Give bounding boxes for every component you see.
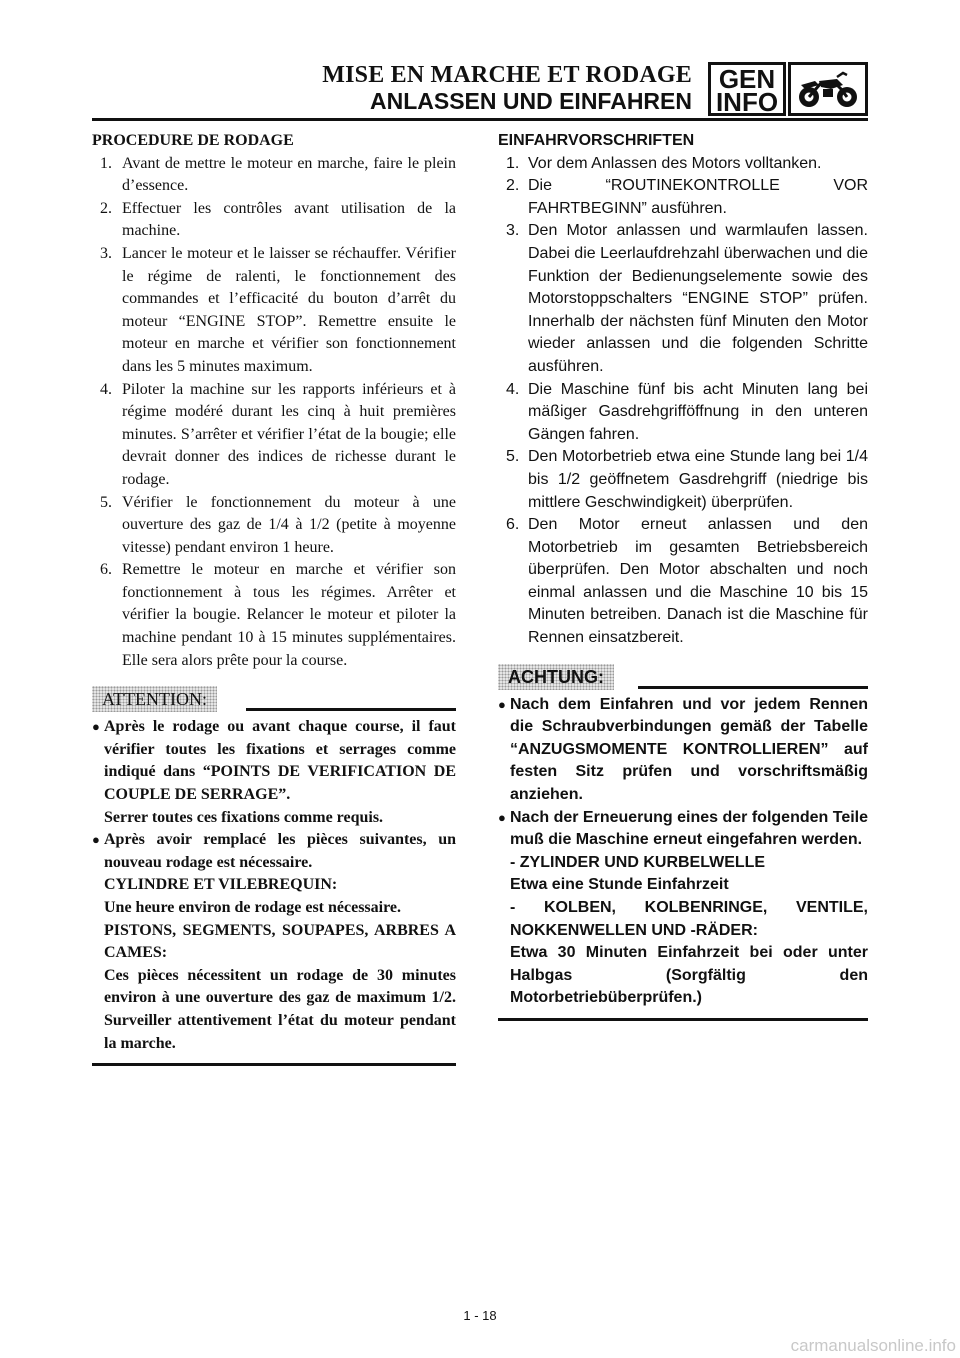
steps-list-de bbox=[498, 153, 868, 650]
step-number: 1. bbox=[506, 154, 520, 172]
warning-rule bbox=[246, 708, 456, 711]
header-title-fr: MISE EN MARCHE ET RODAGE bbox=[322, 62, 692, 88]
step-number: 4. bbox=[506, 380, 520, 398]
bullet-line: - KOLBEN, KOLBENRINGE, VENTILE, NOKKENWELLEN UND -RÄDER: bbox=[510, 899, 868, 939]
german-column bbox=[498, 130, 868, 1021]
watermark-link[interactable]: carmanualsonline.info bbox=[790, 1336, 956, 1355]
list-item bbox=[92, 716, 456, 829]
list-item bbox=[92, 243, 456, 379]
step-text: Vor dem Anlassen des Motors volltanken. bbox=[528, 154, 822, 172]
list-item bbox=[498, 153, 868, 176]
header-rule bbox=[92, 118, 868, 121]
step-number: 6. bbox=[506, 516, 520, 534]
step-text: Lancer le moteur et le laisser se réchauffer. Vérifier le régime de ralenti, le fonctionnement des commandes et l’efficacité du bouton d’arrêt du moteur “ENGINE STOP”. Remettre ensuite le moteur en marche et vérifier son fonctionnement dans les 5 minutes maximum. bbox=[122, 244, 456, 375]
list-item bbox=[92, 198, 456, 243]
section-badge-line1: GEN bbox=[718, 64, 776, 94]
warning-header-de bbox=[498, 664, 868, 690]
bullet-line: Etwa 30 Minuten Einfahrzeit bei oder unter Halbgas (Sorgfältig den Motorbetriebüberprüfen.) bbox=[510, 944, 868, 1007]
motorcycle-icon bbox=[791, 65, 865, 113]
header-title-de: ANLASSEN UND EINFAHREN bbox=[369, 88, 692, 114]
step-text: Vérifier le fonctionnement du moteur à une ouverture des gaz de 1/4 à 1/2 (petite à moyenne vitesse) pendant environ 1 heure. bbox=[122, 493, 456, 556]
warning-list-fr bbox=[92, 716, 456, 1055]
warning-header-fr bbox=[92, 686, 456, 712]
list-item bbox=[92, 379, 456, 492]
list-item bbox=[498, 379, 868, 447]
bullet-line: CYLINDRE ET VILEBREQUIN: bbox=[104, 876, 338, 894]
section-badge bbox=[708, 62, 786, 116]
list-item bbox=[498, 175, 868, 220]
section-title-de: EINFAHRVORSCHRIFTEN bbox=[498, 132, 695, 149]
motorcycle-badge bbox=[788, 62, 868, 116]
section-end-rule bbox=[498, 1018, 868, 1021]
page-number: 1 - 18 bbox=[463, 1308, 497, 1323]
list-item bbox=[92, 153, 456, 198]
section-end-rule bbox=[92, 1063, 456, 1066]
warning-label-de: ACHTUNG: bbox=[498, 664, 614, 690]
french-column bbox=[92, 130, 456, 1066]
step-text: Die Maschine fünf bis acht Minuten lang bei mäßiger Gasdrehgrifföffnung in den unteren Gängen fahren. bbox=[528, 380, 868, 443]
header-titles bbox=[322, 62, 692, 114]
warning-rule bbox=[638, 686, 868, 689]
step-text: Effectuer les contrôles avant utilisation de la machine. bbox=[122, 199, 456, 240]
section-title-fr: PROCEDURE DE RODAGE bbox=[92, 132, 294, 149]
step-text: Den Motor anlassen und warmlaufen lassen. Dabei die Leerlaufdrehzahl überwachen und die Funktion der Bedienungselemente sowie des Motorstoppschalters “ENGINE STOP” prüfen. Innerhalb der nächsten fünf Minuten den Motor wieder anlassen und die folgenden Schritte ausführen. bbox=[528, 222, 868, 375]
bullet-icon: ● bbox=[92, 832, 100, 848]
step-text: Piloter la machine sur les rapports inférieurs et à régime modéré durant les cinq à huit premières minutes. S’arrêter et vérifier l’état de la bougie; elle devrait donner des indices de richesse durant le rodage. bbox=[122, 380, 456, 488]
bullet-icon: ● bbox=[498, 809, 506, 825]
bullet-line: - ZYLINDER UND KURBELWELLE bbox=[510, 853, 766, 871]
bullet-line: Nach der Erneuerung eines der folgenden Teile muß die Maschine erneut eingefahren werden. bbox=[510, 808, 869, 849]
steps-list-fr bbox=[92, 153, 456, 673]
bullet-line: Après le rodage ou avant chaque course, il faut vérifier toutes les fixations et serrages comme indiqué dans “POINTS DE VERIFICATION DE COUPLE DE SERRAGE”. bbox=[104, 718, 456, 804]
list-item bbox=[92, 559, 456, 672]
step-text: Die “ROUTINEKONTROLLE VOR FAHRTBEGINN” ausführen. bbox=[528, 177, 868, 217]
step-number: 3. bbox=[100, 244, 112, 262]
bullet-line: Après avoir remplacé les pièces suivantes, un nouveau rodage est nécessaire. bbox=[104, 831, 456, 871]
step-text: Den Motorbetrieb etwa eine Stunde lang bei 1/4 bis 1/2 geöffnetem Gasdrehgriff (niedrige bis mittlere Geschwindigkeit) überprüfen. bbox=[528, 448, 868, 511]
step-number: 5. bbox=[100, 493, 112, 511]
section-badge-line2: INFO bbox=[715, 87, 779, 117]
step-number: 5. bbox=[506, 448, 520, 466]
step-text: Avant de mettre le moteur en marche, faire le plein d’essence. bbox=[122, 154, 456, 195]
bullet-line: Serrer toutes ces fixations comme requis. bbox=[104, 808, 384, 826]
step-text: Remettre le moteur en marche et vérifier son fonctionnement à tous les régimes. Arrêter et vérifier la bougie. Relancer le moteur et piloter la machine pendant 10 à 15 minutes supplémentaires. Elle sera alors prête pour la course. bbox=[122, 561, 456, 669]
warning-label-fr: ATTENTION: bbox=[92, 686, 217, 712]
step-number: 1. bbox=[100, 154, 112, 172]
step-number: 2. bbox=[100, 199, 112, 217]
list-item bbox=[498, 694, 868, 807]
bullet-line: Nach dem Einfahren und vor jedem Rennen die Schraubverbindungen gemäß der Tabelle “ANZUGSMOMENTE KONTROLLIEREN” auf festen Sitz prüfen und vorschriftsmäßig anziehen. bbox=[510, 695, 868, 804]
bullet-icon: ● bbox=[498, 696, 506, 712]
list-item bbox=[92, 492, 456, 560]
list-item bbox=[498, 807, 868, 1010]
list-item bbox=[498, 514, 868, 650]
step-text: Den Motor erneut anlassen und den Motorbetrieb im gesamten Betriebsbereich überprüfen. Den Motor abschalten und noch einmal anlassen und die Maschine 10 bis 15 Minuten betreiben. Danach ist die Maschine für Rennen einsatzbereit. bbox=[528, 516, 868, 647]
list-item bbox=[498, 220, 868, 378]
bullet-line: Etwa eine Stunde Einfahrzeit bbox=[510, 876, 729, 894]
warning-list-de bbox=[498, 694, 868, 1010]
step-number: 3. bbox=[506, 222, 520, 240]
bullet-line: Ces pièces nécessitent un rodage de 30 minutes environ à une ouverture des gaz de maximum 1/2. Surveiller attentivement l’état du moteur pendant la marche. bbox=[104, 966, 456, 1052]
list-item bbox=[92, 829, 456, 1055]
list-item bbox=[498, 446, 868, 514]
bullet-line: PISTONS, SEGMENTS, SOUPAPES, ARBRES A CAMES: bbox=[104, 921, 456, 962]
bullet-icon: ● bbox=[92, 719, 100, 735]
step-number: 4. bbox=[100, 380, 112, 398]
bullet-line: Une heure environ de rodage est nécessaire. bbox=[104, 899, 402, 916]
step-number: 6. bbox=[100, 561, 112, 579]
step-number: 2. bbox=[506, 177, 520, 195]
